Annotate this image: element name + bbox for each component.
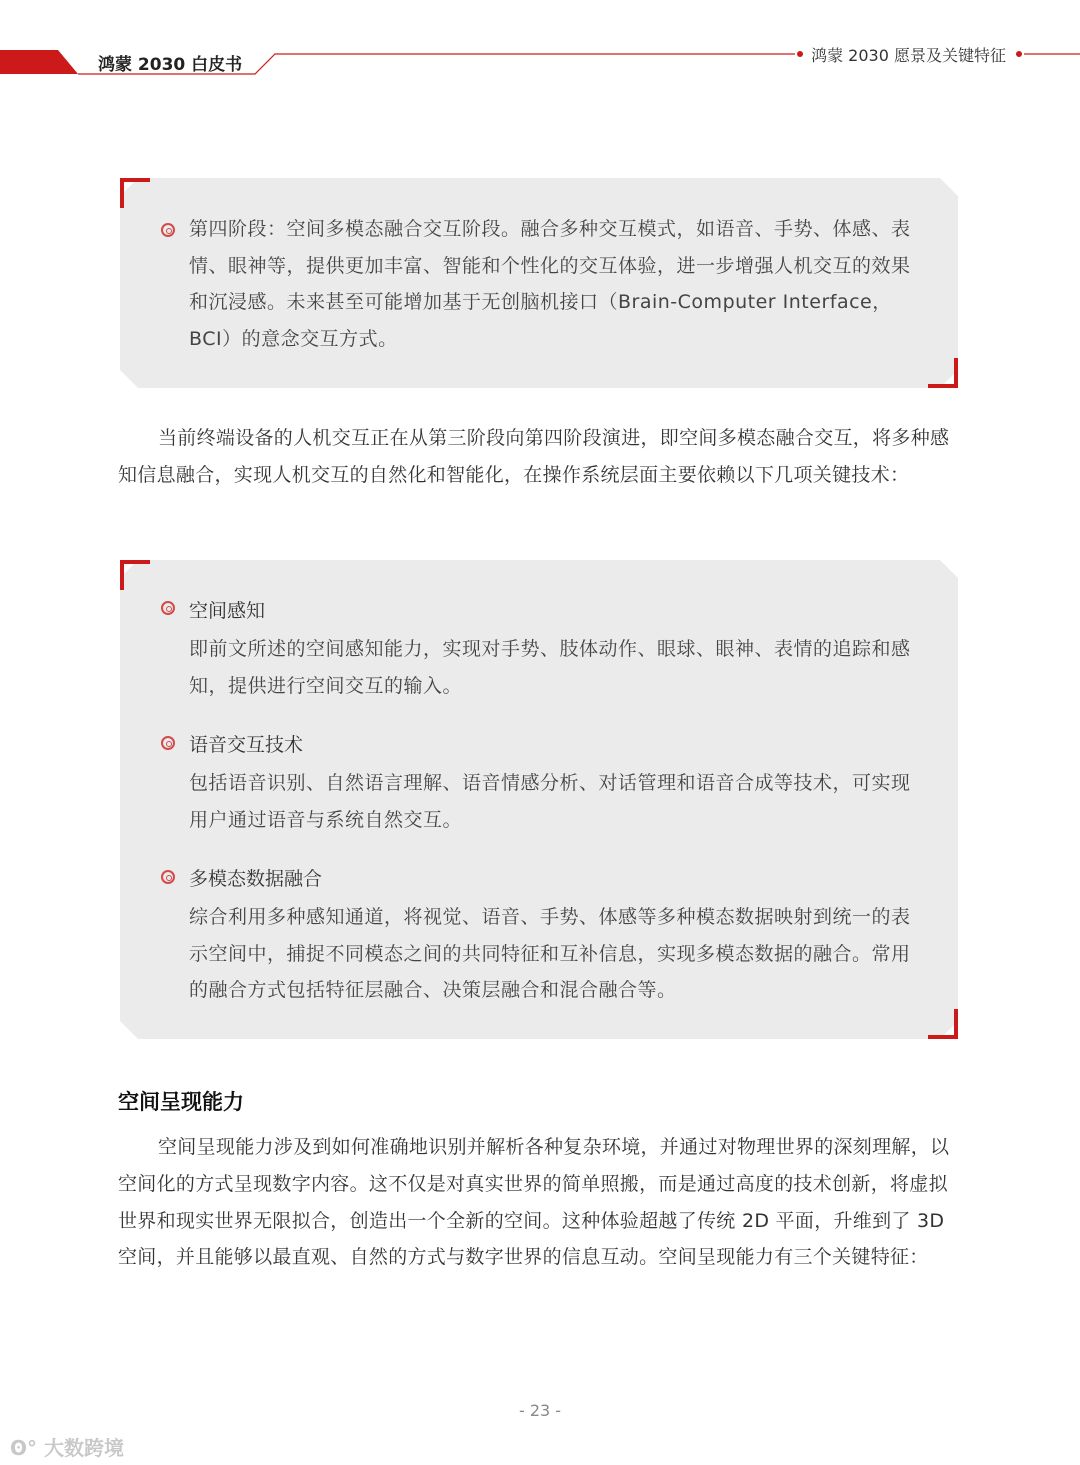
corner-bracket-bottom-right [928,1009,958,1039]
stage-four-text: 第四阶段：空间多模态融合交互阶段。融合多种交互模式，如语音、手势、体感、表情、眼神等，提供更加丰富、智能和个性化的交互体验，进一步增强人机交互的效果和沉浸感。未来甚至可能增加基于无创脑机接口（Brain-Computer Interface，BCI）的意念交互方式。 [189,218,911,350]
intro-paragraph: 当前终端设备的人机交互正在从第三阶段向第四阶段演进，即空间多模态融合交互，将多种感知信息融合，实现人机交互的自然化和智能化，在操作系统层面主要依赖以下几项关键技术： [118,427,950,486]
item-desc-multimodal-fusion: 综合利用多种感知通道，将视觉、语音、手势、体感等多种模态数据映射到统一的表示空间中，捕捉不同模态之间的共同特征和互补信息，实现多模态数据的融合。常用的融合方式包括特征层融合、决策层融合和混合融合等。 [189,906,911,1001]
document-title: 鸿蒙 2030 白皮书 [98,55,243,75]
corner-bracket-top-left [120,560,150,590]
corner-bracket-bottom-right [928,358,958,388]
watermark-logo [10,1432,124,1461]
bullet-ring-icon [161,601,175,615]
callout-box-stage-four [120,178,958,388]
watermark-icon: ʘ° [10,1436,38,1460]
item-desc-spatial-perception: 即前文所述的空间感知能力，实现对手势、肢体动作、眼球、眼神、表情的追踪和感知，提供进行空间交互的输入。 [189,638,911,697]
page-number: - 23 - [518,1401,562,1420]
item-title-spatial-perception: 空间感知 [189,600,266,622]
section-paragraph: 空间呈现能力涉及到如何准确地识别并解析各种复杂环境，并通过对物理世界的深刻理解，以空间化的方式呈现数字内容。这不仅是对真实世界的简单照搬，而是通过高度的技术创新，将虚拟世界和现实世界无限拟合，创造出一个全新的空间。这种体验超越了传统 2D 平面，升维到了 3D 空间，并且能够以最直观、自然的方式与数字世界的信息互动。空间呈现能力有三个关键特征： [118,1136,950,1269]
item-title-multimodal-fusion: 多模态数据融合 [189,868,323,890]
bullet-ring-icon [161,736,175,750]
header-red-band [0,50,78,74]
bullet-ring-icon [161,870,175,884]
bullet-ring-icon [161,223,175,237]
header-dot-right [1016,51,1022,57]
section-heading: 空间呈现能力 [118,1090,244,1114]
chapter-title: 鸿蒙 2030 愿景及关键特征 [811,46,1006,65]
item-title-voice-interaction: 语音交互技术 [189,734,304,756]
corner-bracket-top-left [120,178,150,208]
item-desc-voice-interaction: 包括语音识别、自然语言理解、语音情感分析、对话管理和语音合成等技术，可实现用户通过语音与系统自然交互。 [189,772,911,831]
watermark-text: 大数跨境 [43,1436,124,1460]
callout-box-key-technologies [120,560,958,1039]
header-dot-left [797,51,803,57]
